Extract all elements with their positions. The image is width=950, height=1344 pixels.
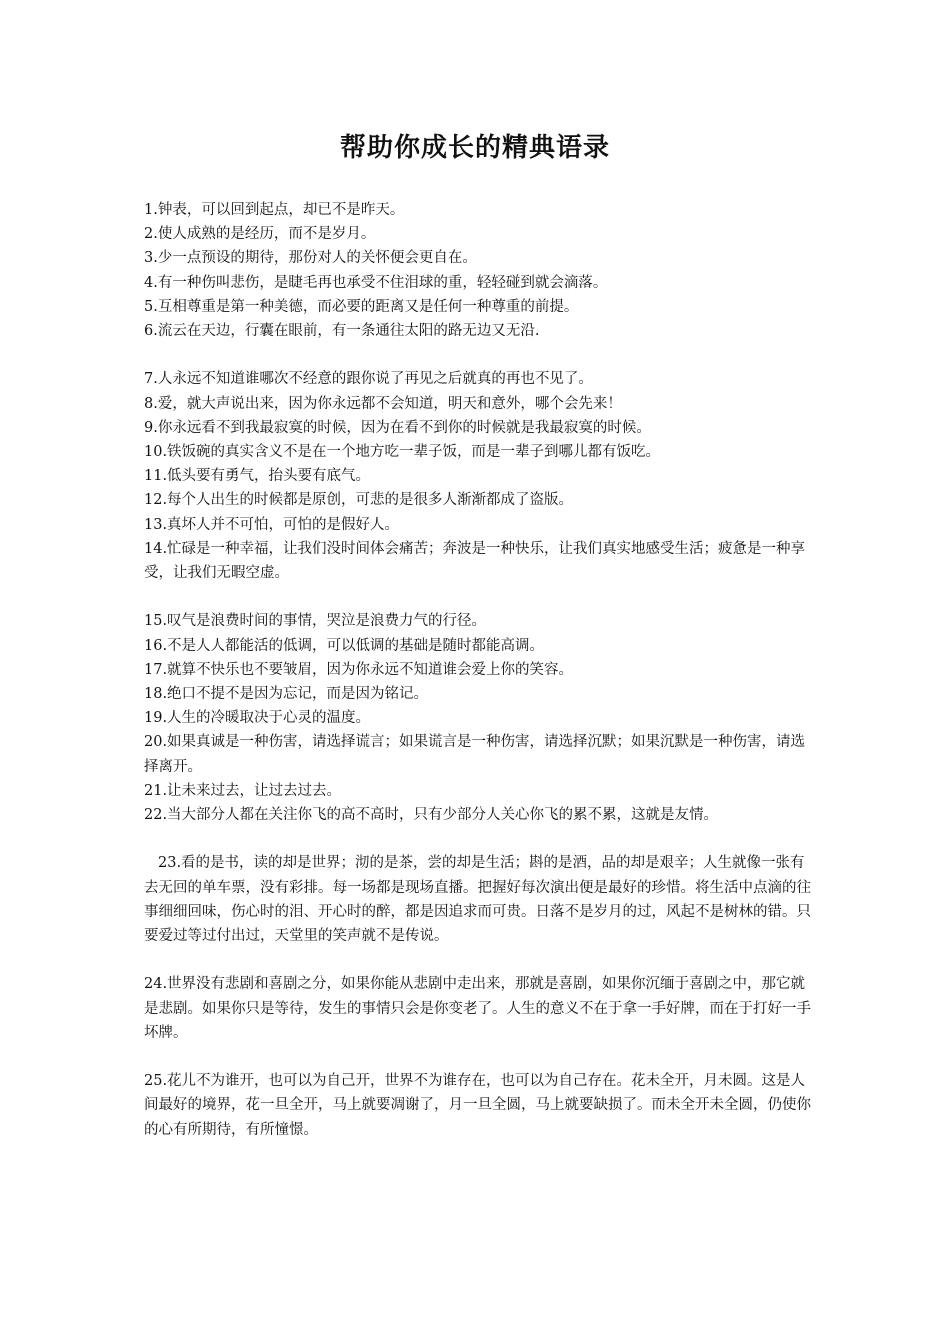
quote-item: 2.使人成熟的是经历，而不是岁月。 xyxy=(144,226,376,243)
quote-item: 13.真坏人并不可怕，可怕的是假好人。 xyxy=(144,516,400,533)
document-body xyxy=(144,198,814,1142)
quote-item: 7.人永远不知道谁哪次不经意的跟你说了再见之后就真的再也不见了。 xyxy=(144,371,593,388)
quote-item: 5.互相尊重是第一种美德，而必要的距离又是任何一种尊重的前提。 xyxy=(144,298,579,315)
quote-item: 6.流云在天边，行囊在眼前，有一条通往太阳的路无边又无沿. xyxy=(144,323,540,340)
quote-item: 4.有一种伤叫悲伤，是睫毛再也承受不住泪球的重，轻轻碰到就会滴落。 xyxy=(144,274,608,291)
quote-item: 14.忙碌是一种幸福，让我们没时间体会痛苦；奔波是一种快乐，让我们真实地感受生活；疲惫是一种享受，让我们无暇空虚。 xyxy=(144,540,806,582)
quote-item: 19.人生的冷暖取决于心灵的温度。 xyxy=(144,710,371,727)
quote-item: 12.每个人出生的时候都是原创，可悲的是很多人渐渐都成了盗版。 xyxy=(144,492,574,509)
quote-item: 9.你永远看不到我最寂寞的时候，因为在看不到你的时候就是我最寂寞的时候。 xyxy=(144,419,651,436)
quote-item: 8.爱，就大声说出来，因为你永远都不会知道，明天和意外，哪个会先来！ xyxy=(144,395,622,412)
quote-item: 23.看的是书，读的却是世界；沏的是茶，尝的却是生活；斟的是酒，品的却是艰辛；人生就像一张有去无回的单车票，没有彩排。每一场都是现场直播。把握好每次演出便是最好的珍惜。将生活中点滴的往事细细回味，伤心时的泪、开心时的醉，都是因追求而可贵。日落不是岁月的过，风起不是树林的错。只要爱过等过付出过，天堂里的笑声就不是传说。 xyxy=(144,855,811,945)
paragraph-gap xyxy=(144,1045,814,1069)
quote-item: 20.如果真诚是一种伤害，请选择谎言；如果谎言是一种伤害，请选择沉默；如果沉默是一种伤害，请选择离开。 xyxy=(144,734,806,775)
paragraph-gap xyxy=(144,827,814,851)
quote-item: 17.就算不快乐也不要皱眉，因为你永远不知道谁会爱上你的笑容。 xyxy=(144,661,574,678)
quote-item: 21.让未来过去，让过去过去。 xyxy=(144,782,342,799)
quote-item: 3.少一点预设的期待，那份对人的关怀便会更自在。 xyxy=(144,250,477,267)
document-title: 帮助你成长的精典语录 xyxy=(339,133,610,163)
quote-item: 22.当大部分人都在关注你飞的高不高时，只有少部分人关心你飞的累不累，这就是友情。 xyxy=(144,807,719,824)
quote-item: 24.世界没有悲剧和喜剧之分，如果你能从悲剧中走出来，那就是喜剧，如果你沉缅于喜剧之中，那它就是悲剧。如果你只是等待，发生的事情只会是你变老了。人生的意义不在于拿一手好牌，而在于打好一手坏牌。 xyxy=(144,976,811,1041)
quote-item: 1.钟表，可以回到起点，却已不是昨天。 xyxy=(144,202,405,218)
quote-item: 25.花儿不为谁开，也可以为自己开，世界不为谁存在，也可以为自己存在。花未全开，月未圆。这是人间最好的境界，花一旦全开，马上就要凋谢了，月一旦全圆，马上就要缺损了。而未全开未全圆，仍使你的心有所期待，有所憧憬。 xyxy=(144,1073,811,1138)
paragraph-gap xyxy=(144,948,814,972)
paragraph-gap xyxy=(144,585,814,609)
paragraph-gap xyxy=(144,343,814,367)
quote-item: 15.叹气是浪费时间的事情，哭泣是浪费力气的行径。 xyxy=(144,613,487,630)
quote-item: 11.低头要有勇气，抬头要有底气。 xyxy=(144,468,371,485)
quote-item: 16.不是人人都能活的低调，可以低调的基础是随时都能高调。 xyxy=(144,637,545,654)
quote-item: 18.绝口不提不是因为忘记，而是因为铭记。 xyxy=(144,686,429,703)
quote-item: 10.铁饭碗的真实含义不是在一个地方吃一辈子饭，而是一辈子到哪儿都有饭吃。 xyxy=(144,444,661,461)
